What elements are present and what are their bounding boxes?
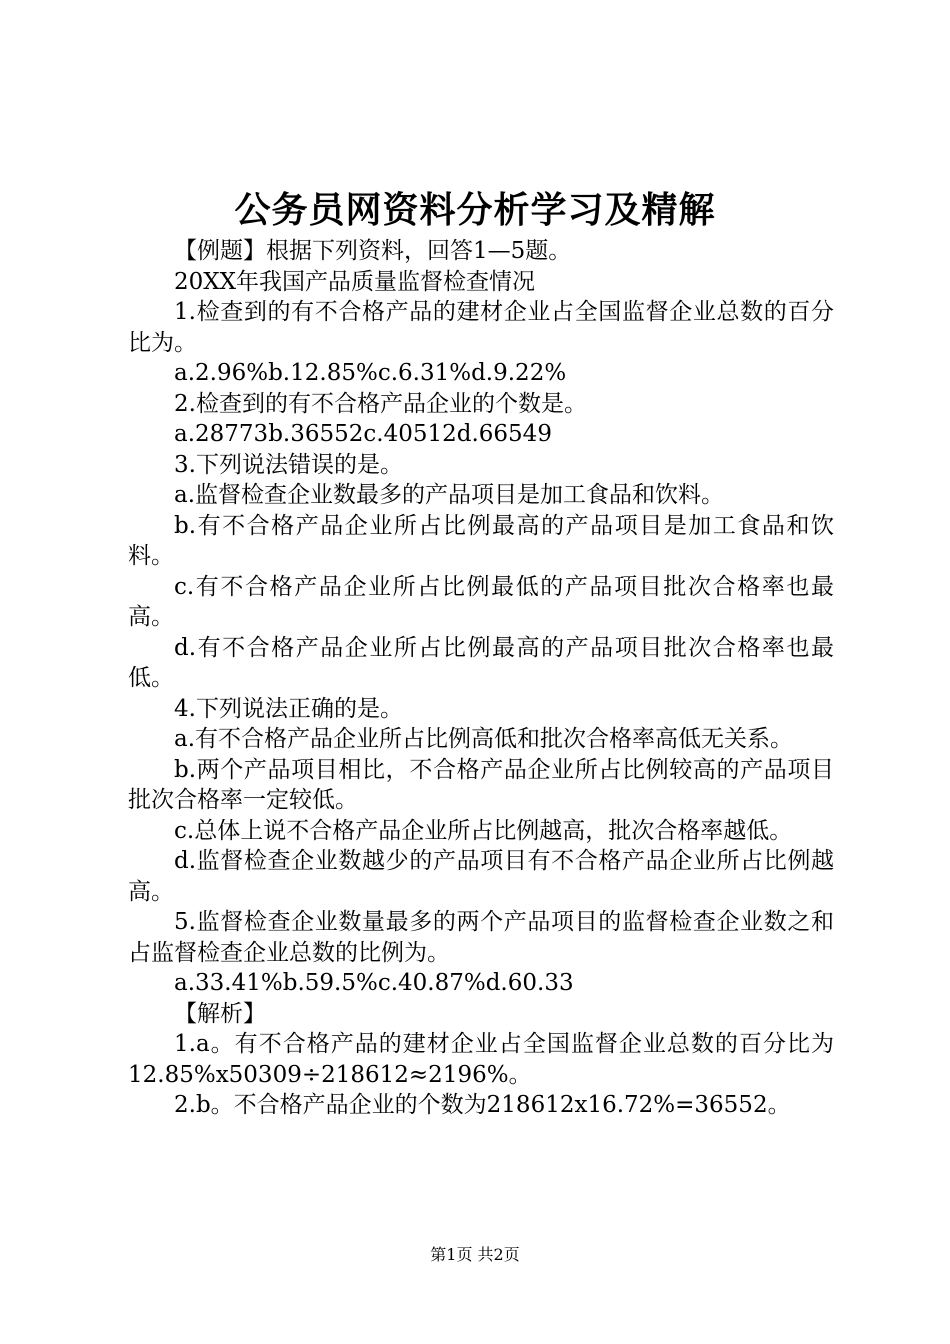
paragraph-options-5: a.33.41%b.59.5%c.40.87%d.60.33: [174, 970, 574, 996]
paragraph-option-3c: c.有不合格产品企业所占比例最低的产品项目批次合格率也最高。: [128, 573, 834, 630]
document-body: [128, 236, 834, 1121]
paragraph-option-4d: d.监督检查企业数越少的产品项目有不合格产品企业所占比例越高。: [128, 848, 834, 905]
paragraph-option-3a: a.监督检查企业数最多的产品项目是加工食品和饮料。: [174, 482, 725, 508]
paragraph-option-4a: a.有不合格产品企业所占比例高低和批次合格率高低无关系。: [174, 726, 794, 752]
paragraph-question-1: 1.检查到的有不合格产品的建材企业占全国监督企业总数的百分比为。: [128, 299, 834, 356]
paragraph-option-3b: b.有不合格产品企业所占比例最高的产品项目是加工食品和饮料。: [128, 512, 834, 569]
paragraph-option-4b: b.两个产品项目相比，不合格产品企业所占比例较高的产品项目批次合格率一定较低。: [128, 756, 834, 813]
document-title: 公务员网资料分析学习及精解: [234, 189, 716, 231]
paragraph-question-3: 3.下列说法错误的是。: [174, 451, 403, 478]
paragraph-analysis-heading: 【解析】: [174, 1000, 266, 1027]
page-number-footer: 第1页 共2页: [430, 1245, 520, 1264]
paragraph-analysis-1: 1.a。有不合格产品的建材企业占全国监督企业总数的百分比为12.85%x50309÷218612≈2196%。: [128, 1031, 834, 1088]
paragraph-question-5: 5.监督检查企业数量最多的两个产品项目的监督检查企业数之和占监督检查企业总数的比例为。: [128, 909, 834, 966]
paragraph-question-4: 4.下列说法正确的是。: [174, 695, 403, 722]
paragraph-example-heading: 【例题】根据下列资料，回答1—5题。: [174, 238, 572, 264]
paragraph-analysis-2: 2.b。不合格产品企业的个数为218612x16.72%=36552。: [174, 1092, 791, 1118]
paragraph-option-4c: c.总体上说不合格产品企业所占比例越高，批次合格率越低。: [174, 817, 793, 844]
paragraph-options-1: a.2.96%b.12.85%c.6.31%d.9.22%: [174, 360, 567, 386]
paragraph-data-title: 20XX年我国产品质量监督检查情况: [174, 268, 536, 295]
paragraph-question-2: 2.检查到的有不合格产品企业的个数是。: [174, 390, 587, 417]
paragraph-option-3d: d.有不合格产品企业所占比例最高的产品项目批次合格率也最低。: [128, 634, 834, 691]
paragraph-options-2: a.28773b.36552c.40512d.66549: [174, 421, 552, 447]
